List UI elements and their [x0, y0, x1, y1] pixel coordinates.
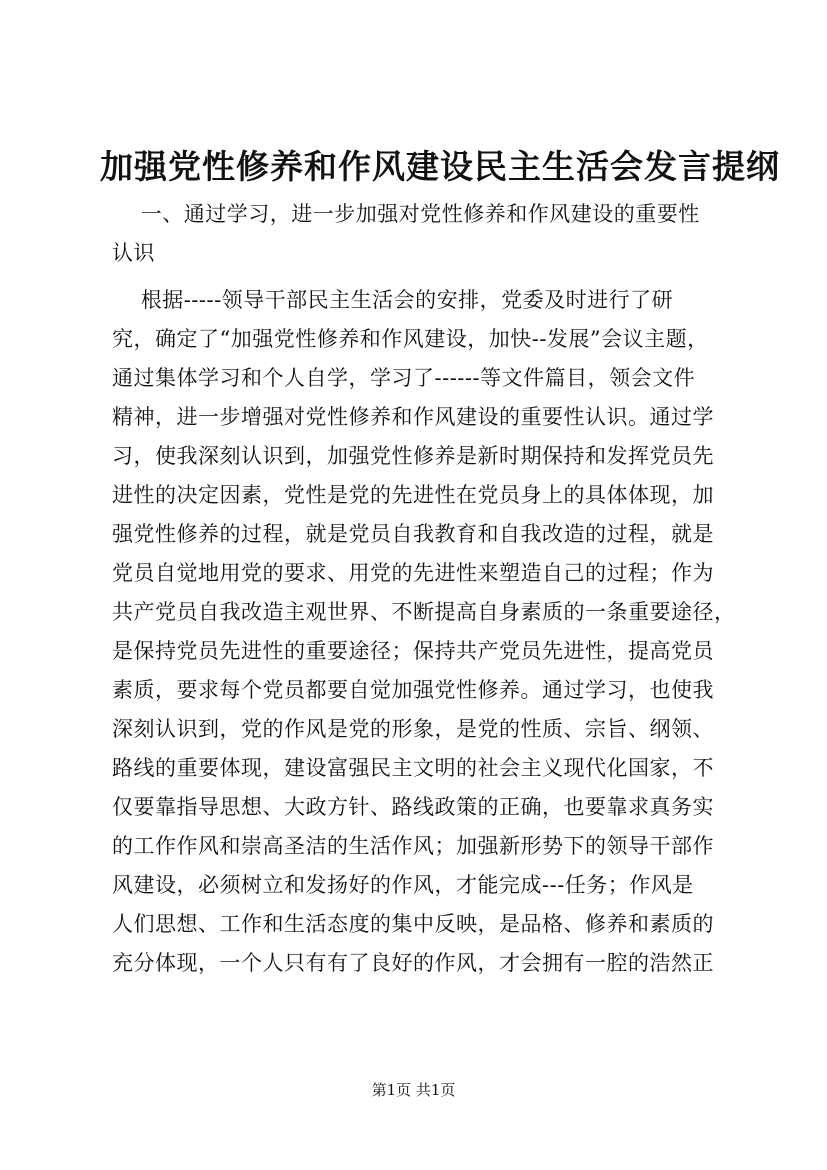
heading-line: 一、通过学习，进一步加强对党性修养和作风建设的重要性 — [112, 202, 700, 226]
paragraph-line: 素质，要求每个党员都要自觉加强党性修养。通过学习，也使我 — [112, 678, 714, 702]
paragraph-line: 风建设，必须树立和发扬好的作风，才能完成---任务；作风是 — [112, 873, 694, 897]
paragraph-line: 精神，进一步增强对党性修养和作风建设的重要性认识。通过学 — [112, 405, 714, 429]
heading-line: 认识 — [112, 241, 155, 265]
paragraph-line: 进性的决定因素，党性是党的先进性在党员身上的具体体现，加 — [112, 483, 714, 507]
paragraph-line: 是保持党员先进性的重要途径；保持共产党员先进性，提高党员 — [112, 639, 714, 663]
paragraph-line: 路线的重要体现，建设富强民主文明的社会主义现代化国家，不 — [112, 756, 714, 780]
paragraph-line: 习，使我深刻认识到，加强党性修养是新时期保持和发挥党员先 — [112, 444, 714, 468]
paragraph-line: 通过集体学习和个人自学，学习了------等文件篇目，领会文件 — [112, 366, 696, 390]
paragraph-line: 深刻认识到，党的作风是党的形象，是党的性质、宗旨、纲领、 — [112, 717, 714, 741]
paragraph-line: 究，确定了“加强党性修养和作风建设，加快--发展”会议主题， — [112, 327, 709, 351]
paragraph-line: 充分体现，一个人只有有了良好的作风，才会拥有一腔的浩然正 — [112, 951, 714, 975]
paragraph-line: 人们思想、工作和生活态度的集中反映，是品格、修养和素质的 — [112, 912, 714, 936]
page-footer: 第1页 共1页 — [371, 1081, 456, 1099]
paragraph-line: 强党性修养的过程，就是党员自我教育和自我改造的过程，就是 — [112, 522, 714, 546]
paragraph-line: 根据-----领导干部民主生活会的安排，党委及时进行了研 — [112, 288, 674, 312]
document-title: 加强党性修养和作风建设民主生活会发言提纲 — [100, 147, 780, 186]
paragraph-line: 仅要靠指导思想、大政方针、路线政策的正确，也要靠求真务实 — [112, 795, 714, 819]
paragraph-line: 党员自觉地用党的要求、用党的先进性来塑造自己的过程；作为 — [112, 561, 714, 585]
paragraph-line: 共产党员自我改造主观世界、不断提高自身素质的一条重要途径， — [112, 600, 736, 624]
paragraph-line: 的工作作风和崇高圣洁的生活作风；加强新形势下的领导干部作 — [112, 834, 714, 858]
